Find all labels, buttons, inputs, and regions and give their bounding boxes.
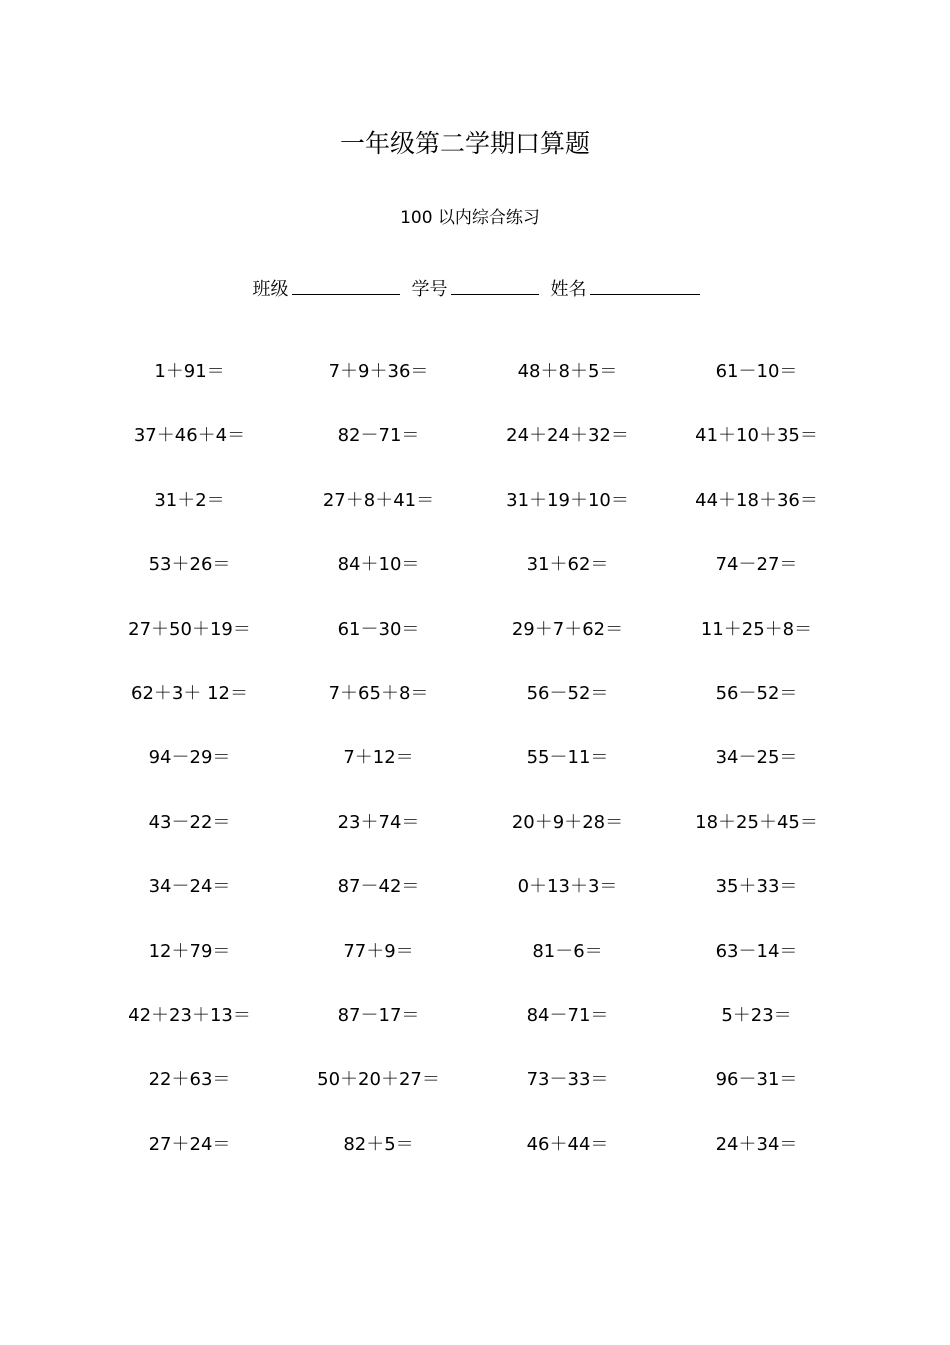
problem-item: 56－52＝ (715, 682, 798, 704)
problem-item: 62＋3＋ 12＝ (131, 682, 248, 704)
name-blank[interactable] (590, 277, 700, 295)
problem-item: 31＋62＝ (526, 554, 609, 576)
problem-item: 74－27＝ (715, 554, 798, 576)
student-info-line (0, 275, 950, 301)
problem-item: 82－71＝ (337, 425, 420, 447)
page-title: 一年级第二学期口算题 (339, 129, 590, 158)
problem-item: 31＋2＝ (154, 489, 225, 511)
name-label: 姓名 (550, 279, 587, 300)
problem-item: 63－14＝ (715, 940, 798, 962)
problem-item: 61－10＝ (715, 361, 798, 382)
problem-item: 12＋79＝ (148, 940, 231, 962)
problem-item: 11＋25＋8＝ (700, 618, 813, 640)
problem-item: 61－30＝ (337, 618, 420, 640)
arithmetic-problem-grid (95, 340, 851, 1177)
problem-item: 24＋24＋32＝ (506, 425, 629, 447)
problem-item: 87－17＝ (337, 1004, 420, 1026)
problem-item: 34－25＝ (715, 747, 798, 769)
problem-item: 42＋23＋13＝ (128, 1004, 251, 1026)
problem-item: 50＋20＋27＝ (317, 1069, 440, 1091)
problem-item: 18＋25＋45＝ (695, 811, 818, 833)
problem-item: 96－31＝ (715, 1069, 798, 1091)
problem-item: 55－11＝ (526, 747, 609, 769)
problem-item: 5＋23＝ (721, 1004, 792, 1026)
problem-item: 94－29＝ (148, 747, 231, 769)
student-number-blank[interactable] (451, 277, 539, 295)
problem-item: 7＋12＝ (343, 747, 414, 769)
problem-item: 23＋74＝ (337, 811, 420, 833)
problem-item: 7＋65＋8＝ (328, 682, 429, 704)
problem-item: 22＋63＝ (148, 1069, 231, 1091)
problem-item: 53＋26＝ (148, 554, 231, 576)
class-label: 班级 (252, 279, 289, 300)
problem-item: 27＋50＋19＝ (128, 618, 251, 640)
problem-item: 82＋5＝ (343, 1133, 414, 1155)
problem-item: 35＋33＝ (715, 876, 798, 898)
problem-item: 43－22＝ (148, 811, 231, 833)
problem-item: 84＋10＝ (337, 554, 420, 576)
problem-item: 81－6＝ (532, 940, 603, 962)
problem-item: 34－24＝ (148, 876, 231, 898)
problem-item: 1＋91＝ (154, 361, 225, 382)
problem-item: 44＋18＋36＝ (695, 489, 818, 511)
problem-item: 27＋8＋41＝ (322, 489, 435, 511)
problem-item: 87－42＝ (337, 876, 420, 898)
problem-item: 84－71＝ (526, 1004, 609, 1026)
problem-item: 48＋8＋5＝ (517, 361, 618, 382)
problem-item: 0＋13＋3＝ (517, 876, 618, 898)
problem-item: 41＋10＋35＝ (695, 425, 818, 447)
problem-item: 46＋44＝ (526, 1133, 609, 1155)
problem-item: 29＋7＋62＝ (511, 618, 624, 640)
problem-item: 27＋24＝ (148, 1133, 231, 1155)
problem-item: 20＋9＋28＝ (511, 811, 624, 833)
problem-item: 7＋9＋36＝ (328, 361, 429, 382)
problem-item: 56－52＝ (526, 682, 609, 704)
class-blank[interactable] (292, 277, 400, 295)
problem-item: 31＋19＋10＝ (506, 489, 629, 511)
student-number-label: 学号 (411, 279, 448, 300)
problem-item: 77＋9＝ (343, 940, 414, 962)
problem-item: 73－33＝ (526, 1069, 609, 1091)
problem-item: 37＋46＋4＝ (133, 425, 246, 447)
problem-item: 24＋34＝ (715, 1133, 798, 1155)
page-subtitle: 100 以内综合练习 (400, 208, 540, 228)
